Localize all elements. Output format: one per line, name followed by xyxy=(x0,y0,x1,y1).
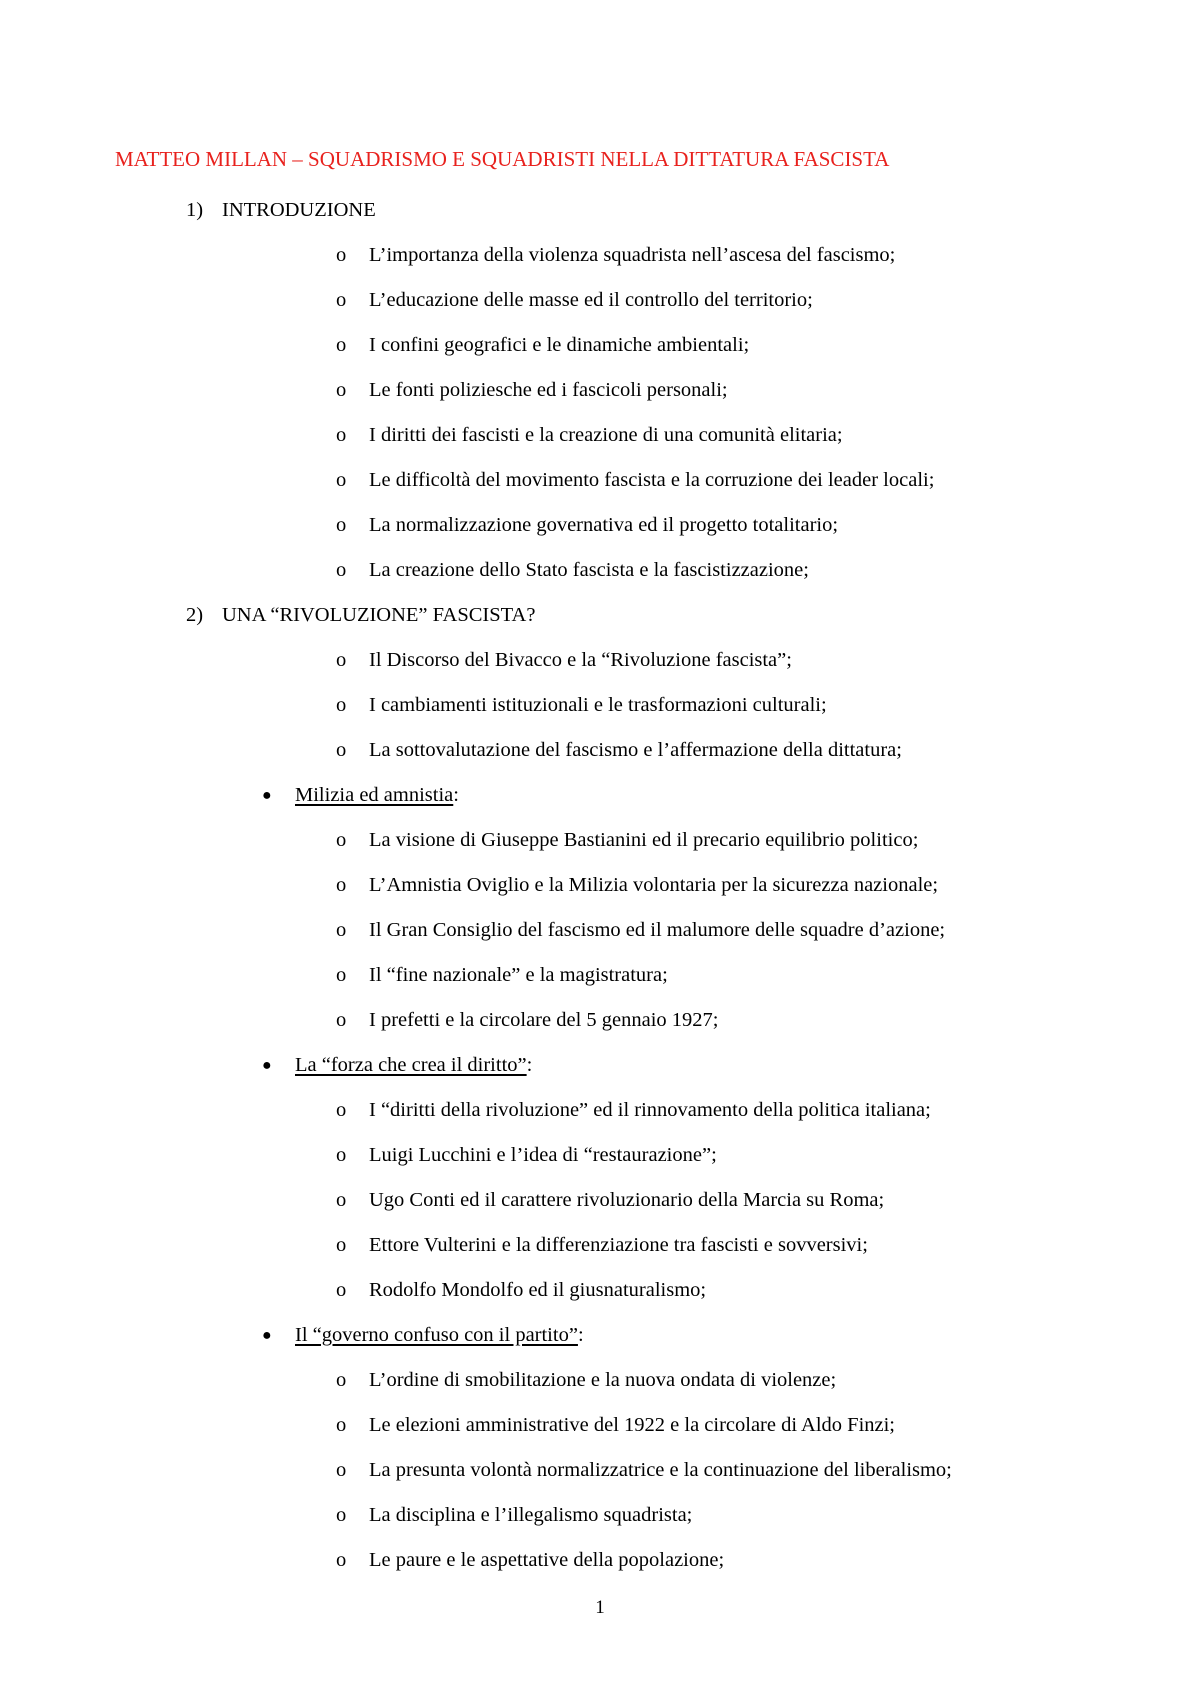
list-item-text: L’importanza della violenza squadrista nell’ascesa del fascismo; xyxy=(369,244,896,266)
section-title: INTRODUZIONE xyxy=(222,199,376,221)
list-item-text: Il Gran Consiglio del fascismo ed il malumore delle squadre d’azione; xyxy=(369,919,946,941)
circle-bullet-icon: o xyxy=(336,1279,347,1301)
circle-bullet-icon: o xyxy=(336,1549,347,1571)
list-item-text: I cambiamenti istituzionali e le trasformazioni culturali; xyxy=(369,694,827,716)
circle-bullet-icon: o xyxy=(336,874,347,896)
list-item xyxy=(0,1502,1200,1547)
section-heading xyxy=(0,602,1200,647)
list-item-text: La normalizzazione governativa ed il progetto totalitario; xyxy=(369,514,839,536)
subsection-colon: : xyxy=(526,1054,533,1076)
list-item xyxy=(0,1367,1200,1412)
circle-bullet-icon: o xyxy=(336,559,347,581)
circle-bullet-icon: o xyxy=(336,244,347,266)
list-item xyxy=(0,422,1200,467)
list-item-text: Ettore Vulterini e la differenziazione tra fascisti e sovversivi; xyxy=(369,1234,868,1256)
list-item-text: I “diritti della rivoluzione” ed il rinnovamento della politica italiana; xyxy=(369,1099,931,1121)
circle-bullet-icon: o xyxy=(336,1099,347,1121)
list-item-text: L’Amnistia Oviglio e la Milizia volontaria per la sicurezza nazionale; xyxy=(369,874,939,896)
list-item-text: Ugo Conti ed il carattere rivoluzionario della Marcia su Roma; xyxy=(369,1189,885,1211)
circle-bullet-icon: o xyxy=(336,739,347,761)
list-item-text: La visione di Giuseppe Bastianini ed il precario equilibrio politico; xyxy=(369,829,919,851)
list-item xyxy=(0,1097,1200,1142)
circle-bullet-icon: o xyxy=(336,289,347,311)
list-item xyxy=(0,1232,1200,1277)
circle-bullet-icon: o xyxy=(336,379,347,401)
list-item xyxy=(0,332,1200,377)
list-item xyxy=(0,1187,1200,1232)
list-item-text: Rodolfo Mondolfo ed il giusnaturalismo; xyxy=(369,1279,707,1301)
list-item xyxy=(0,467,1200,512)
circle-bullet-icon: o xyxy=(336,1009,347,1031)
section-heading xyxy=(0,197,1200,242)
list-item-text: Il Discorso del Bivacco e la “Rivoluzione fascista”; xyxy=(369,649,792,671)
subsection-label xyxy=(295,1052,532,1078)
list-item-text: I prefetti e la circolare del 5 gennaio 1927; xyxy=(369,1009,719,1031)
subsection-colon: : xyxy=(453,784,459,806)
circle-bullet-icon: o xyxy=(336,829,347,851)
subsection-title: Il “governo confuso con il partito” xyxy=(295,1324,578,1346)
subsection-title: Milizia ed amnistia xyxy=(295,784,454,806)
subsection-heading xyxy=(0,782,1200,827)
list-item-text: Le elezioni amministrative del 1922 e la circolare di Aldo Finzi; xyxy=(369,1414,896,1436)
circle-bullet-icon: o xyxy=(336,1144,347,1166)
circle-bullet-icon: o xyxy=(336,694,347,716)
subsection-heading xyxy=(0,1052,1200,1097)
list-item xyxy=(0,917,1200,962)
bullet-icon: ● xyxy=(262,1327,272,1344)
list-item xyxy=(0,647,1200,692)
list-item-text: I confini geografici e le dinamiche ambientali; xyxy=(369,334,750,356)
subsection-colon: : xyxy=(577,1324,584,1346)
circle-bullet-icon: o xyxy=(336,424,347,446)
list-item xyxy=(0,827,1200,872)
circle-bullet-icon: o xyxy=(336,1189,347,1211)
list-item xyxy=(0,242,1200,287)
outline-list xyxy=(0,197,1200,1592)
list-item xyxy=(0,1457,1200,1502)
section-number: 2) xyxy=(186,604,204,626)
list-item-text: Il “fine nazionale” e la magistratura; xyxy=(369,964,668,986)
list-item xyxy=(0,1412,1200,1457)
circle-bullet-icon: o xyxy=(336,1414,347,1436)
subsection-heading xyxy=(0,1322,1200,1367)
list-item-text: La sottovalutazione del fascismo e l’affermazione della dittatura; xyxy=(369,739,902,761)
list-item xyxy=(0,287,1200,332)
list-item xyxy=(0,1142,1200,1187)
list-item-text: Le paure e le aspettative della popolazione; xyxy=(369,1549,725,1571)
list-item xyxy=(0,692,1200,737)
circle-bullet-icon: o xyxy=(336,514,347,536)
list-item-text: La presunta volontà normalizzatrice e la continuazione del liberalismo; xyxy=(369,1459,952,1481)
circle-bullet-icon: o xyxy=(336,1459,347,1481)
list-item-text: L’ordine di smobilitazione e la nuova ondata di violenze; xyxy=(369,1369,837,1391)
circle-bullet-icon: o xyxy=(336,469,347,491)
subsection-title: La “forza che crea il diritto” xyxy=(295,1054,527,1076)
list-item xyxy=(0,557,1200,602)
subsection-label xyxy=(295,782,459,808)
list-item xyxy=(0,1007,1200,1052)
page-number: 1 xyxy=(595,1597,605,1618)
section-number: 1) xyxy=(186,199,204,221)
document-title: MATTEO MILLAN – SQUADRISMO E SQUADRISTI NELLA DITTATURA FASCISTA xyxy=(115,147,890,171)
list-item-text: I diritti dei fascisti e la creazione di una comunità elitaria; xyxy=(369,424,843,446)
list-item xyxy=(0,962,1200,1007)
list-item-text: Le fonti poliziesche ed i fascicoli personali; xyxy=(369,379,728,401)
list-item xyxy=(0,377,1200,422)
section-title: UNA “RIVOLUZIONE” FASCISTA? xyxy=(222,604,536,626)
list-item-text: L’educazione delle masse ed il controllo del territorio; xyxy=(369,289,813,311)
bullet-icon: ● xyxy=(262,1057,272,1074)
list-item xyxy=(0,872,1200,917)
list-item-text: La creazione dello Stato fascista e la fascistizzazione; xyxy=(369,559,809,581)
list-item-text: La disciplina e l’illegalismo squadrista; xyxy=(369,1504,693,1526)
circle-bullet-icon: o xyxy=(336,1369,347,1391)
list-item xyxy=(0,737,1200,782)
circle-bullet-icon: o xyxy=(336,964,347,986)
circle-bullet-icon: o xyxy=(336,919,347,941)
list-item xyxy=(0,512,1200,557)
circle-bullet-icon: o xyxy=(336,1234,347,1256)
circle-bullet-icon: o xyxy=(336,1504,347,1526)
list-item-text: Le difficoltà del movimento fascista e la corruzione dei leader locali; xyxy=(369,469,935,491)
subsection-label xyxy=(295,1322,584,1348)
bullet-icon: ● xyxy=(262,787,272,804)
circle-bullet-icon: o xyxy=(336,334,347,356)
list-item xyxy=(0,1277,1200,1322)
circle-bullet-icon: o xyxy=(336,649,347,671)
list-item-text: Luigi Lucchini e l’idea di “restaurazione”; xyxy=(369,1144,717,1166)
list-item xyxy=(0,1547,1200,1592)
